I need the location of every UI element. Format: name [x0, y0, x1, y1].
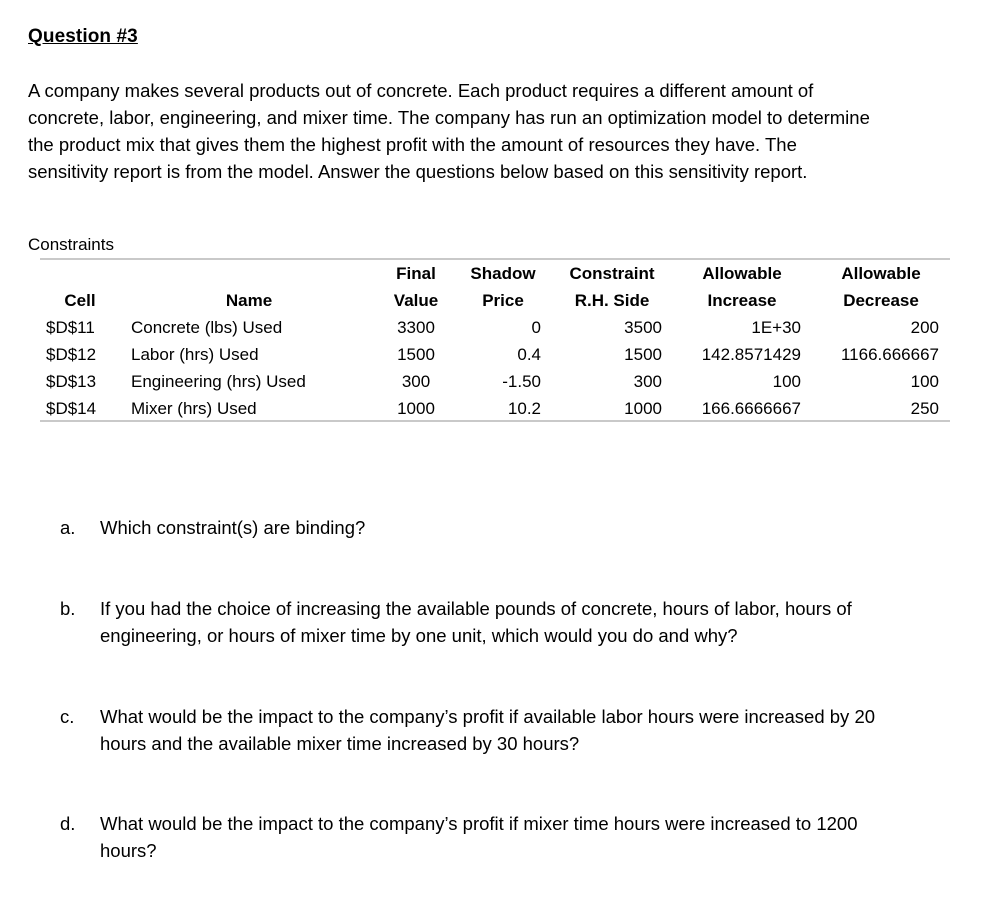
row-shadow-price: -1.50 — [502, 372, 541, 391]
question-line: Which constraint(s) are binding? — [100, 517, 366, 538]
header-allowable-dec: Allowable — [841, 264, 921, 283]
header-value: Value — [393, 291, 439, 310]
intro-line: the product mix that gives them the highest profit with the amount of resources they have. The — [28, 134, 797, 155]
row-rhs: 300 — [633, 372, 662, 391]
header-price: Price — [482, 291, 524, 310]
row-final-value: 3300 — [397, 318, 435, 337]
row-allowable-increase: 1E+30 — [751, 318, 801, 337]
header-allowable-inc: Allowable — [702, 264, 782, 283]
row-shadow-price: 0 — [531, 318, 541, 337]
intro-line: concrete, labor, engineering, and mixer time. The company has run an optimization model to determine — [28, 107, 870, 128]
header-constraint: Constraint — [569, 264, 655, 283]
question-line: hours? — [100, 840, 157, 861]
row-cell: $D$11 — [46, 318, 95, 337]
header-cell: Cell — [64, 291, 96, 310]
question-line: engineering, or hours of mixer time by one unit, which would you do and why? — [100, 625, 738, 646]
question-letter: c. — [60, 706, 75, 727]
header-increase: Increase — [707, 291, 777, 310]
row-cell: $D$14 — [46, 399, 97, 418]
table-bottom-rule — [40, 420, 950, 422]
question-line: If you had the choice of increasing the available pounds of concrete, hours of labor, hours of — [100, 598, 852, 619]
row-cell: $D$12 — [46, 345, 97, 364]
header-decrease: Decrease — [843, 291, 919, 310]
intro-paragraph — [28, 77, 978, 185]
row-name: Labor (hrs) Used — [131, 345, 259, 364]
row-cell: $D$13 — [46, 372, 97, 391]
row-final-value: 1000 — [397, 399, 435, 418]
row-allowable-decrease: 200 — [910, 318, 939, 337]
row-final-value: 300 — [401, 372, 431, 391]
header-rhs: R.H. Side — [574, 291, 650, 310]
question-line: What would be the impact to the company’s profit if mixer time hours were increased to 1200 — [100, 813, 858, 834]
row-allowable-decrease: 1166.666667 — [840, 345, 939, 364]
row-rhs: 1000 — [624, 399, 662, 418]
question-letter: d. — [60, 813, 76, 834]
row-rhs: 1500 — [624, 345, 662, 364]
row-name: Concrete (lbs) Used — [131, 318, 283, 337]
question-letter: a. — [60, 517, 76, 538]
table-top-rule — [40, 258, 950, 260]
header-name: Name — [225, 291, 273, 310]
row-allowable-increase: 100 — [772, 372, 801, 391]
question-title: Question #3 — [28, 26, 138, 47]
header-final: Final — [396, 264, 436, 283]
row-allowable-decrease: 100 — [910, 372, 939, 391]
constraints-label: Constraints — [28, 235, 114, 254]
intro-line: A company makes several products out of concrete. Each product requires a different amount of — [28, 80, 814, 101]
row-allowable-increase: 142.8571429 — [701, 345, 801, 364]
row-rhs: 3500 — [624, 318, 662, 337]
row-shadow-price: 0.4 — [517, 345, 541, 364]
question-line: What would be the impact to the company’s profit if available labor hours were increased by 20 — [100, 706, 876, 727]
question-line: hours and the available mixer time increased by 30 hours? — [100, 733, 580, 754]
question-letter: b. — [60, 598, 76, 619]
row-final-value: 1500 — [397, 345, 435, 364]
row-allowable-decrease: 250 — [910, 399, 939, 418]
row-shadow-price: 10.2 — [507, 399, 541, 418]
row-name: Mixer (hrs) Used — [131, 399, 257, 418]
intro-line: sensitivity report is from the model. Answer the questions below based on this sensitivity report. — [28, 161, 808, 182]
row-name: Engineering (hrs) Used — [131, 372, 306, 391]
row-allowable-increase: 166.6666667 — [701, 399, 801, 418]
header-shadow: Shadow — [470, 264, 536, 283]
